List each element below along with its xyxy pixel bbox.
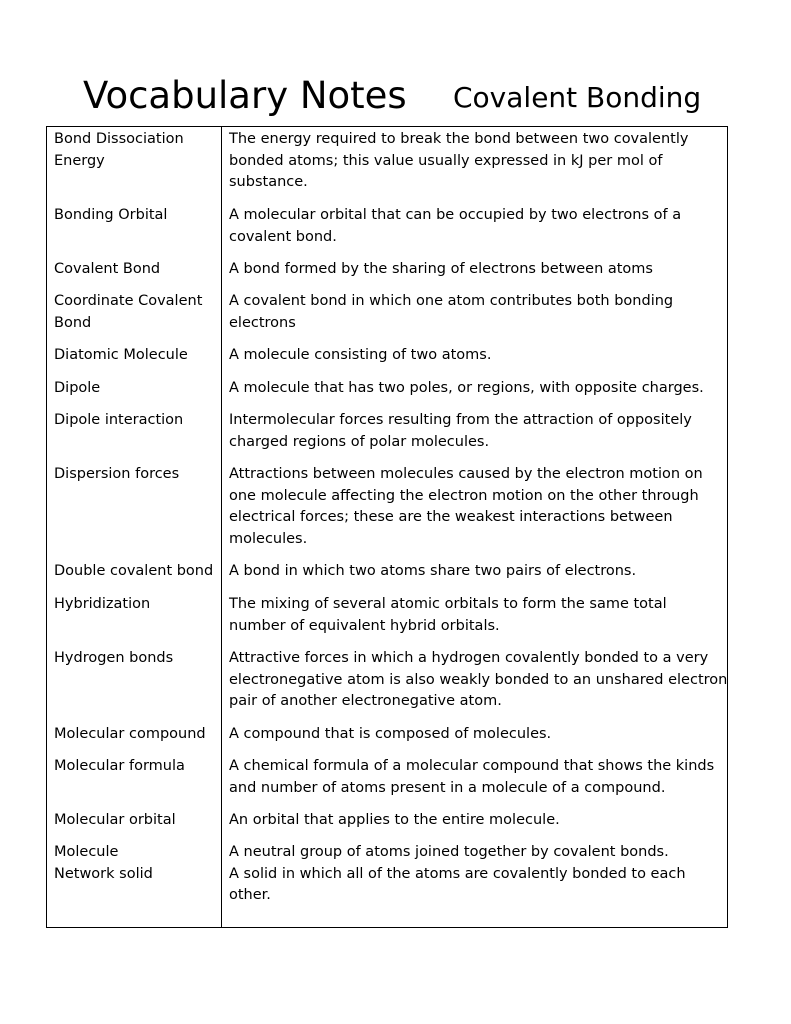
vocab-definition (229, 724, 724, 746)
vocab-term-line: Dispersion forces (54, 466, 180, 482)
vocab-definition-line: A bond in which two atoms share two pairs of electrons. (229, 563, 637, 579)
vocab-definition (229, 291, 724, 334)
vocab-definition-line: and number of atoms present in a molecule of a compound. (229, 779, 666, 796)
vocab-term-line: Hybridization (54, 596, 151, 612)
vocab-definition-line: A covalent bond in which one atom contributes both bonding (229, 293, 674, 309)
vocab-term-line: Covalent Bond (54, 261, 161, 277)
vocab-term (54, 648, 216, 670)
vocab-term (54, 378, 216, 400)
vocab-definition-line: Attractions between molecules caused by the electron motion on (229, 466, 703, 482)
vocab-term-line: Dipole interaction (54, 412, 184, 428)
vocab-definition-line: one molecule affecting the electron motion on the other through (229, 487, 699, 504)
vocab-definition-line: The energy required to break the bond between two covalently (229, 131, 689, 147)
vocab-term (54, 724, 216, 746)
vocab-definition-line: covalent bond. (229, 228, 337, 245)
vocab-definition (229, 259, 724, 281)
page-title: Vocabulary Notes (83, 74, 407, 117)
vocab-definition-line: A molecule consisting of two atoms. (229, 347, 492, 363)
vocab-definition-line: electronegative atom is also weakly bonded to an unshared electron (229, 671, 728, 688)
vocab-definition (229, 594, 724, 637)
vocab-term-line: Diatomic Molecule (54, 347, 188, 363)
vocab-term (54, 810, 216, 832)
vocab-term (54, 291, 216, 334)
vocab-definition-line: electrical forces; these are the weakest interactions between (229, 509, 673, 526)
vocab-definition-line: A solid in which all of the atoms are covalently bonded to each (229, 865, 686, 882)
vocab-term-line: Molecule (54, 844, 119, 860)
vocab-term (54, 561, 216, 583)
vocab-definition-line: substance. (229, 174, 308, 191)
column-divider (221, 126, 222, 928)
vocab-term (54, 842, 216, 885)
vocab-term (54, 410, 216, 432)
vocab-definition-line: A molecular orbital that can be occupied by two electrons of a (229, 207, 682, 223)
vocab-term-line: Network solid (54, 865, 153, 882)
vocab-term (54, 464, 216, 486)
vocab-term (54, 259, 216, 281)
vocab-definition-line: An orbital that applies to the entire molecule. (229, 812, 560, 828)
vocab-term-line: Hydrogen bonds (54, 650, 174, 666)
vocab-definition (229, 842, 724, 907)
vocab-definition-line: Attractive forces in which a hydrogen covalently bonded to a very (229, 650, 709, 666)
vocab-term-line: Bonding Orbital (54, 207, 168, 223)
vocab-definition-line: electrons (229, 314, 296, 331)
vocab-definition-line: other. (229, 887, 271, 904)
vocab-definition-line: Intermolecular forces resulting from the attraction of oppositely (229, 412, 692, 428)
vocab-term-line: Dipole (54, 380, 101, 396)
vocab-definition (229, 648, 728, 713)
vocab-definition (229, 561, 724, 583)
vocab-term (54, 594, 216, 616)
vocab-term (54, 205, 216, 227)
vocab-definition (229, 810, 724, 832)
vocab-definition (229, 756, 724, 799)
vocab-definition-line: molecules. (229, 531, 308, 548)
vocab-term-line: Molecular compound (54, 726, 206, 742)
page-subtitle: Covalent Bonding (453, 81, 702, 114)
vocab-term-line: Double covalent bond (54, 563, 214, 579)
vocab-definition (229, 464, 724, 551)
vocab-definition-line: The mixing of several atomic orbitals to form the same total (229, 596, 667, 612)
vocab-term-line: Bond (54, 314, 92, 331)
vocab-term-line: Molecular formula (54, 758, 185, 774)
vocab-definition-line: A bond formed by the sharing of electrons between atoms (229, 261, 653, 277)
vocab-definition-line: charged regions of polar molecules. (229, 433, 490, 450)
vocab-term-line: Energy (54, 152, 105, 169)
vocab-definition (229, 378, 724, 400)
vocab-term (54, 345, 216, 367)
vocab-definition-line: A chemical formula of a molecular compound that shows the kinds (229, 758, 715, 774)
vocab-term-line: Molecular orbital (54, 812, 176, 828)
vocab-definition-line: A neutral group of atoms joined together by covalent bonds. (229, 844, 669, 860)
vocab-definition-line: A compound that is composed of molecules. (229, 726, 552, 742)
vocab-term (54, 129, 216, 172)
vocab-definition-line: pair of another electronegative atom. (229, 693, 502, 710)
vocab-definition (229, 129, 724, 194)
vocab-definition (229, 410, 724, 453)
vocab-term (54, 756, 216, 778)
vocab-term-line: Bond Dissociation (54, 131, 184, 147)
vocab-definition (229, 205, 724, 248)
vocab-definition (229, 345, 724, 367)
vocab-definition-line: A molecule that has two poles, or regions, with opposite charges. (229, 380, 704, 396)
vocab-term-line: Coordinate Covalent (54, 293, 203, 309)
vocab-definition-line: bonded atoms; this value usually expressed in kJ per mol of (229, 152, 663, 169)
vocab-definition-line: number of equivalent hybrid orbitals. (229, 617, 500, 634)
